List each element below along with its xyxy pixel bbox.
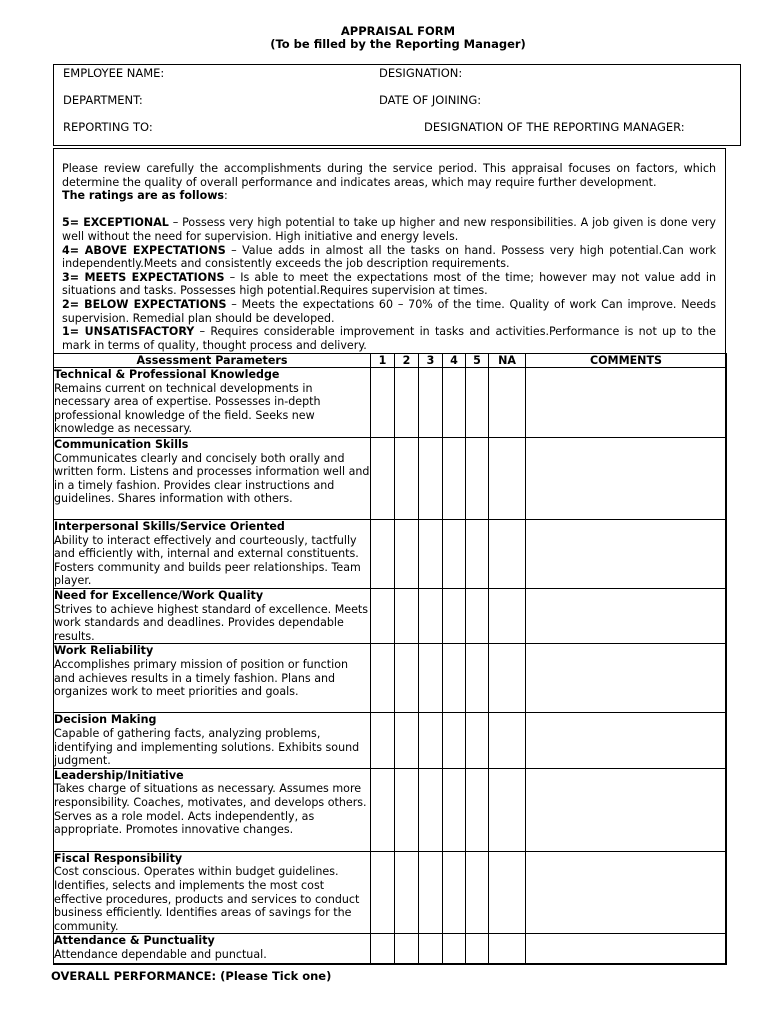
- column-header: NA: [489, 354, 526, 368]
- rating-4-cell[interactable]: [443, 520, 466, 589]
- table-row: [54, 713, 727, 768]
- date-of-joining-label[interactable]: DATE OF JOINING:: [379, 93, 482, 107]
- table-row: [54, 368, 727, 438]
- rating-5-cell[interactable]: [466, 438, 489, 520]
- employee-name-label[interactable]: EMPLOYEE NAME:: [63, 66, 165, 80]
- rating-item: [62, 216, 716, 243]
- reporting-to-label[interactable]: REPORTING TO:: [63, 120, 153, 134]
- column-header: 2: [395, 354, 419, 368]
- rating-4-cell[interactable]: [443, 713, 466, 768]
- rating-1-cell[interactable]: [371, 438, 395, 520]
- rating-5-cell[interactable]: [466, 368, 489, 438]
- parameter-cell: [54, 438, 371, 520]
- table-row: [54, 768, 727, 851]
- parameter-name: Attendance & Punctuality: [54, 934, 215, 948]
- rating-2-cell[interactable]: [395, 934, 419, 965]
- form-subtitle: (To be filled by the Reporting Manager): [270, 37, 526, 51]
- rating-label: 5= EXCEPTIONAL: [62, 216, 169, 230]
- table-row: [54, 851, 727, 934]
- rating-1-cell[interactable]: [371, 851, 395, 934]
- employee-details-box: [53, 64, 741, 146]
- rating-1-cell[interactable]: [371, 589, 395, 644]
- rating-5-cell[interactable]: [466, 589, 489, 644]
- rating-3-cell[interactable]: [419, 589, 443, 644]
- parameter-description: Accomplishes primary mission of position or function and achieves results in a timely fashion. Plans and organizes work to meet priorities and goals.: [54, 657, 349, 699]
- comments-cell[interactable]: [526, 851, 727, 934]
- rating-na-cell[interactable]: [489, 934, 526, 965]
- rating-na-cell[interactable]: [489, 520, 526, 589]
- column-header: 1: [371, 354, 395, 368]
- designation-label[interactable]: DESIGNATION:: [379, 66, 463, 80]
- rating-3-cell[interactable]: [419, 713, 443, 768]
- rating-na-cell[interactable]: [489, 851, 526, 934]
- parameter-description: Ability to interact effectively and courteously, tactfully and efficiently with, internal and external constituents. Fosters community and builds peer relationships. Team player.: [54, 533, 361, 588]
- rating-2-cell[interactable]: [395, 589, 419, 644]
- manager-designation-label[interactable]: DESIGNATION OF THE REPORTING MANAGER:: [424, 120, 685, 134]
- column-header: 3: [419, 354, 443, 368]
- rating-na-cell[interactable]: [489, 713, 526, 768]
- parameter-description: Communicates clearly and concisely both orally and written form. Listens and processes information well and in a timely fashion. Provides clear instructions and guidelines. Shares information with others.: [54, 451, 370, 506]
- overall-performance-label: OVERALL PERFORMANCE: (Please Tick one): [51, 969, 332, 983]
- rating-1-cell[interactable]: [371, 768, 395, 851]
- parameter-name: Fiscal Responsibility: [54, 851, 183, 865]
- rating-2-cell[interactable]: [395, 768, 419, 851]
- parameter-cell: [54, 589, 371, 644]
- intro-text: Please review carefully the accomplishments during the service period. This appraisal focuses on factors, which determine the quality of overall performance and indicates areas, which may require further development.: [62, 162, 716, 189]
- parameter-description: Cost conscious. Operates within budget guidelines. Identifies, selects and implements the most cost effective procedures, products and services to conduct business efficiently. Identifies areas of savings for the community.: [54, 865, 360, 933]
- parameter-name: Technical & Professional Knowledge: [54, 368, 280, 381]
- rating-2-cell[interactable]: [395, 368, 419, 438]
- ratings-list: [62, 216, 716, 352]
- table-row: [54, 644, 727, 713]
- rating-4-cell[interactable]: [443, 589, 466, 644]
- parameter-cell: [54, 368, 371, 438]
- comments-cell[interactable]: [526, 644, 727, 713]
- rating-na-cell[interactable]: [489, 768, 526, 851]
- department-label[interactable]: DEPARTMENT:: [63, 93, 143, 107]
- rating-na-cell[interactable]: [489, 644, 526, 713]
- rating-3-cell[interactable]: [419, 934, 443, 965]
- rating-label: 2= BELOW EXPECTATIONS: [62, 297, 227, 311]
- rating-item: [62, 325, 716, 352]
- rating-1-cell[interactable]: [371, 934, 395, 965]
- instructions-section: [62, 162, 716, 352]
- rating-description: – Meets the expectations 60 – 70% of the time. Quality of work Can improve. Needs supervision. Remedial plan should be developed.: [62, 297, 717, 325]
- rating-na-cell[interactable]: [489, 368, 526, 438]
- comments-cell[interactable]: [526, 368, 727, 438]
- rating-4-cell[interactable]: [443, 644, 466, 713]
- rating-1-cell[interactable]: [371, 520, 395, 589]
- ratings-heading-colon: :: [224, 189, 228, 203]
- comments-cell[interactable]: [526, 934, 727, 965]
- rating-4-cell[interactable]: [443, 368, 466, 438]
- rating-5-cell[interactable]: [466, 713, 489, 768]
- parameter-cell: [54, 851, 371, 934]
- rating-3-cell[interactable]: [419, 768, 443, 851]
- rating-3-cell[interactable]: [419, 520, 443, 589]
- rating-3-cell[interactable]: [419, 438, 443, 520]
- rating-description: – Requires considerable improvement in tasks and activities.Performance is not up to the mark in terms of quality, thought process and delivery.: [62, 325, 716, 352]
- rating-5-cell[interactable]: [466, 644, 489, 713]
- comments-cell[interactable]: [526, 520, 727, 589]
- table-row: [54, 934, 727, 965]
- column-header: COMMENTS: [526, 354, 727, 368]
- ratings-heading: The ratings are as follows: [62, 189, 225, 203]
- table-header-row: [54, 354, 727, 368]
- rating-1-cell[interactable]: [371, 713, 395, 768]
- rating-3-cell[interactable]: [419, 851, 443, 934]
- column-header: Assessment Parameters: [54, 354, 371, 368]
- comments-cell[interactable]: [526, 438, 727, 520]
- rating-2-cell[interactable]: [395, 438, 419, 520]
- rating-description: – Value adds in almost all the tasks on hand. Possess very high potential.Can work independently.Meets and consistently exceeds the job description requirements.: [62, 243, 717, 271]
- parameter-description: Capable of gathering facts, analyzing problems, identifying and implementing solutions. Exhibits sound judgment.: [54, 726, 360, 768]
- rating-3-cell[interactable]: [419, 368, 443, 438]
- parameter-name: Need for Excellence/Work Quality: [54, 589, 264, 602]
- rating-item: [62, 298, 716, 325]
- rating-4-cell[interactable]: [443, 768, 466, 851]
- parameter-description: Strives to achieve highest standard of excellence. Meets work standards and deadlines. Provides dependable results.: [54, 602, 369, 643]
- rating-5-cell[interactable]: [466, 934, 489, 965]
- rating-1-cell[interactable]: [371, 644, 395, 713]
- parameter-cell: [54, 713, 371, 768]
- parameter-name: Work Reliability: [54, 644, 154, 658]
- column-header: 5: [466, 354, 489, 368]
- form-title: APPRAISAL FORM: [340, 24, 456, 38]
- rating-2-cell[interactable]: [395, 520, 419, 589]
- rating-5-cell[interactable]: [466, 768, 489, 851]
- column-header: 4: [443, 354, 466, 368]
- rating-2-cell[interactable]: [395, 713, 419, 768]
- parameter-cell: [54, 934, 371, 965]
- rating-2-cell[interactable]: [395, 851, 419, 934]
- rating-2-cell[interactable]: [395, 644, 419, 713]
- rating-5-cell[interactable]: [466, 520, 489, 589]
- assessment-table: [53, 353, 727, 965]
- parameter-name: Decision Making: [54, 713, 157, 727]
- parameter-cell: [54, 768, 371, 851]
- rating-na-cell[interactable]: [489, 438, 526, 520]
- table-row: [54, 589, 727, 644]
- rating-4-cell[interactable]: [443, 851, 466, 934]
- rating-1-cell[interactable]: [371, 368, 395, 438]
- rating-4-cell[interactable]: [443, 934, 466, 965]
- rating-description: – Possess very high potential to take up higher and new responsibilities. A job given is done very well without the need for supervision. High initiative and energy levels.: [62, 216, 716, 243]
- comments-cell[interactable]: [526, 589, 727, 644]
- rating-label: 3= MEETS EXPECTATIONS: [62, 270, 225, 284]
- parameter-description: Remains current on technical developments in necessary area of expertise. Possesses in-depth professional knowledge of the field. Seeks new knowledge as necessary.: [54, 381, 321, 436]
- parameter-cell: [54, 520, 371, 589]
- comments-cell[interactable]: [526, 768, 727, 851]
- rating-label: 1= UNSATISFACTORY: [62, 325, 195, 339]
- rating-na-cell[interactable]: [489, 589, 526, 644]
- parameter-description: Takes charge of situations as necessary. Assumes more responsibility. Coaches, motivates, and develops others. Serves as a role model. Acts independently, as appropriate. Promotes innovative changes.: [54, 782, 367, 837]
- rating-item: [62, 271, 716, 298]
- table-row: [54, 520, 727, 589]
- table-row: [54, 438, 727, 520]
- parameter-description: Attendance dependable and punctual.: [54, 947, 267, 961]
- parameter-name: Communication Skills: [54, 438, 189, 451]
- parameter-name: Interpersonal Skills/Service Oriented: [54, 520, 285, 533]
- rating-5-cell[interactable]: [466, 851, 489, 934]
- rating-3-cell[interactable]: [419, 644, 443, 713]
- rating-label: 4= ABOVE EXPECTATIONS: [62, 243, 226, 257]
- rating-item: [62, 244, 716, 271]
- parameter-cell: [54, 644, 371, 713]
- rating-4-cell[interactable]: [443, 438, 466, 520]
- parameter-name: Leadership/Initiative: [54, 768, 184, 782]
- comments-cell[interactable]: [526, 713, 727, 768]
- rating-description: – Is able to meet the expectations most of the time; however may not value add in situations and tasks. Possesses high potential.Requires supervision at times.: [62, 270, 716, 298]
